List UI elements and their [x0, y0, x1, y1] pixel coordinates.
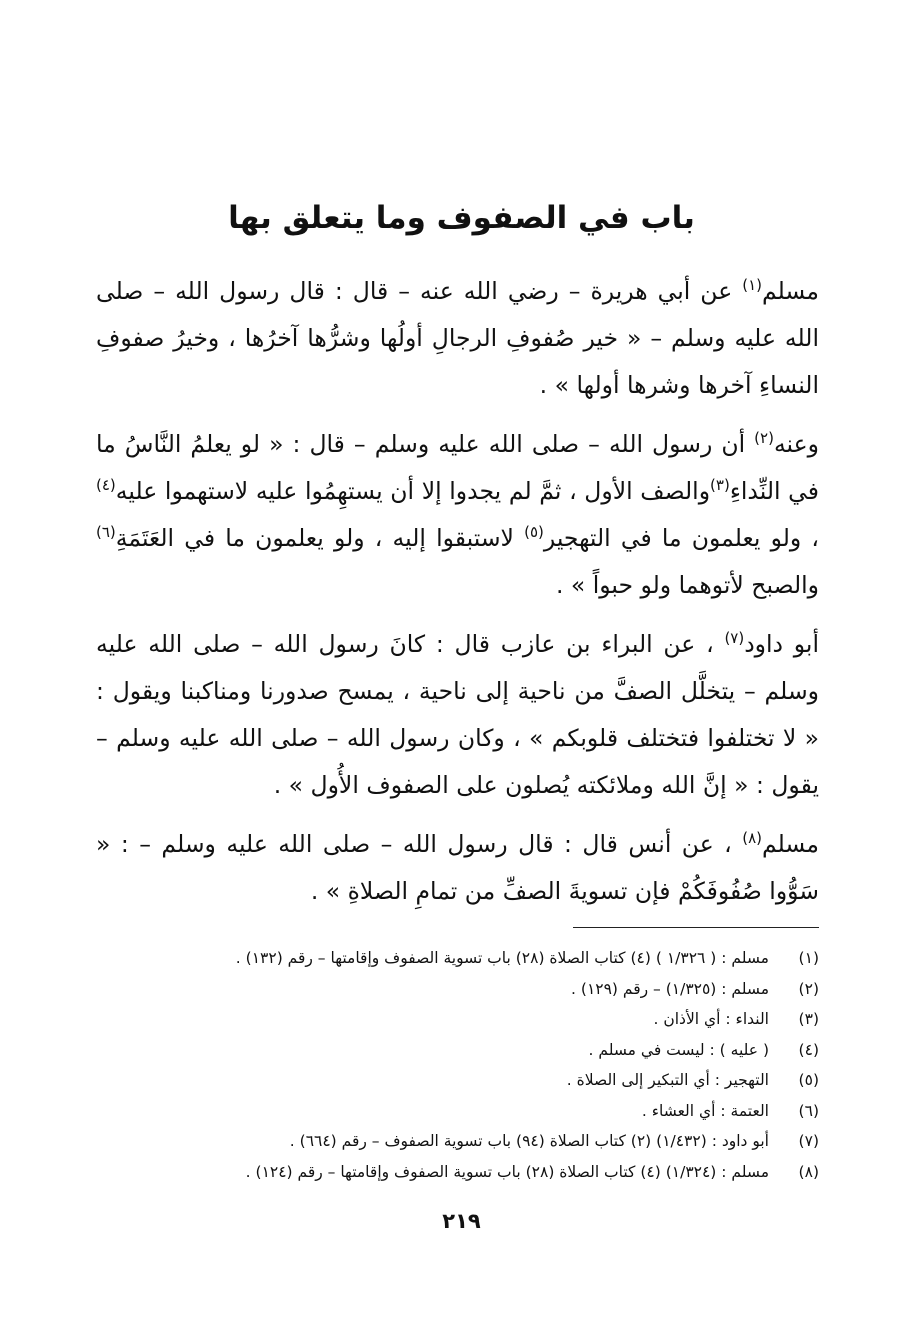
- page-number: ٢١٩: [442, 1209, 481, 1233]
- paragraph-3: [96, 621, 819, 809]
- paragraph-2-text-e: والصبح لأتوهما ولو حبواً » .: [555, 571, 819, 599]
- paragraph-3-text: ، عن البراء بن عازب قال : كانَ رسول الله – صلى الله عليه وسلم – يتخلَّل الصفَّ من ناحية إلى ناحية ، يمسح صدورنا ومناكبنا ويقول : « لا تختلفوا فتختلف قلوبكم » ، وكان رسول الله – صلى الله عليه وسلم – يقول : « إنَّ الله وملائكته يُصلون على الصفوف الأُول » .: [96, 630, 819, 799]
- footnote-number: (١): [798, 949, 819, 967]
- footnote-text: مسلم : ( ١/٣٢٦ ) (٤) كتاب الصلاة (٢٨) باب تسوية الصفوف وإقامتها – رقم (١٣٢) .: [235, 949, 769, 967]
- footnote-number: (٥): [798, 1071, 819, 1089]
- footnote-item: [96, 1096, 819, 1127]
- footnote-number: (٢): [798, 979, 819, 998]
- footnote-text: النداء : أي الأذان .: [653, 1010, 769, 1028]
- footnote-item: [96, 1065, 819, 1096]
- chapter-title: باب في الصفوف وما يتعلق بها: [228, 200, 695, 236]
- footnote-text: التهجير : أي التبكير إلى الصلاة .: [566, 1071, 769, 1089]
- footnote-ref-6[interactable]: (٦): [96, 523, 116, 542]
- paragraph-4: [96, 821, 819, 915]
- footnote-ref-8[interactable]: (٨): [742, 829, 763, 848]
- paragraph-2-source: وعنه: [773, 430, 819, 458]
- footnote-item: [96, 1157, 819, 1188]
- paragraph-4-source: مسلم: [762, 830, 819, 858]
- footnote-number: (٣): [798, 1010, 819, 1028]
- footnote-ref-1[interactable]: (١): [742, 276, 763, 295]
- paragraph-1-source: مسلم: [762, 277, 819, 305]
- paragraph-2: [96, 421, 819, 609]
- footnote-text: مسلم : (١/٣٢٤) (٤) كتاب الصلاة (٢٨) باب تسوية الصفوف وإقامتها – رقم (١٢٤) .: [245, 1162, 769, 1181]
- paragraph-1: [96, 268, 819, 409]
- footnote-text: ( عليه ) : ليست في مسلم .: [588, 1040, 769, 1059]
- paragraph-3-source: أبو داود: [744, 630, 819, 658]
- paragraph-1-text: عن أبي هريرة – رضي الله عنه – قال : قال رسول الله – صلى الله عليه وسلم – « خير صُفوفِ الرجالِ أولُها وشرُّها آخرُها ، وخيرُ صفوفِ النساءِ آخرها وشرها أولها » .: [96, 277, 819, 399]
- footnotes-list: [96, 943, 819, 1187]
- paragraph-2-text-a: أن رسول الله – صلى الله عليه وسلم – قال : « لو يعلمُ النَّاسُ ما في النِّداءِ: [96, 430, 819, 505]
- footnote-number: (٤): [798, 1040, 819, 1059]
- footnote-number: (٧): [798, 1132, 819, 1150]
- main-text: [96, 268, 819, 927]
- paragraph-2-text-c: ، ولو يعلمون ما في التهجير: [543, 524, 819, 552]
- footnote-text: أبو داود : (١/٤٣٢) (٢) كتاب الصلاة (٩٤) باب تسوية الصفوف – رقم (٦٦٤) .: [289, 1132, 769, 1150]
- footnote-ref-3[interactable]: (٣): [710, 476, 730, 495]
- footnote-ref-7[interactable]: (٧): [724, 629, 745, 648]
- footnote-separator: [573, 927, 819, 928]
- footnote-ref-5[interactable]: (٥): [524, 523, 544, 542]
- footnote-text: مسلم : (١/٣٢٥) – رقم (١٢٩) .: [571, 979, 769, 998]
- footnote-ref-2[interactable]: (٢): [754, 429, 774, 448]
- footnote-item: [96, 974, 819, 1005]
- paragraph-4-text: ، عن أنس قال : قال رسول الله – صلى الله عليه وسلم – : « سَوُّوا صُفُوفَكُمْ فإن تسويةَ الصفِّ من تمامِ الصلاةِ » .: [96, 830, 819, 905]
- footnote-item: [96, 1035, 819, 1066]
- footnote-number: (٦): [798, 1101, 819, 1120]
- footnote-number: (٨): [798, 1162, 819, 1181]
- footnote-item: [96, 1004, 819, 1035]
- footnote-ref-4[interactable]: (٤): [96, 476, 116, 495]
- paragraph-2-text-d: لاستبقوا إليه ، ولو يعلمون ما في العَتَمَةِ: [115, 524, 525, 552]
- footnote-item: [96, 1126, 819, 1157]
- footnote-text: العتمة : أي العشاء .: [641, 1101, 769, 1120]
- paragraph-2-text-b: والصف الأول ، ثمَّ لم يجدوا إلا أن يستهِمُوا عليه لاستهموا عليه: [115, 477, 711, 505]
- footnote-item: [96, 943, 819, 974]
